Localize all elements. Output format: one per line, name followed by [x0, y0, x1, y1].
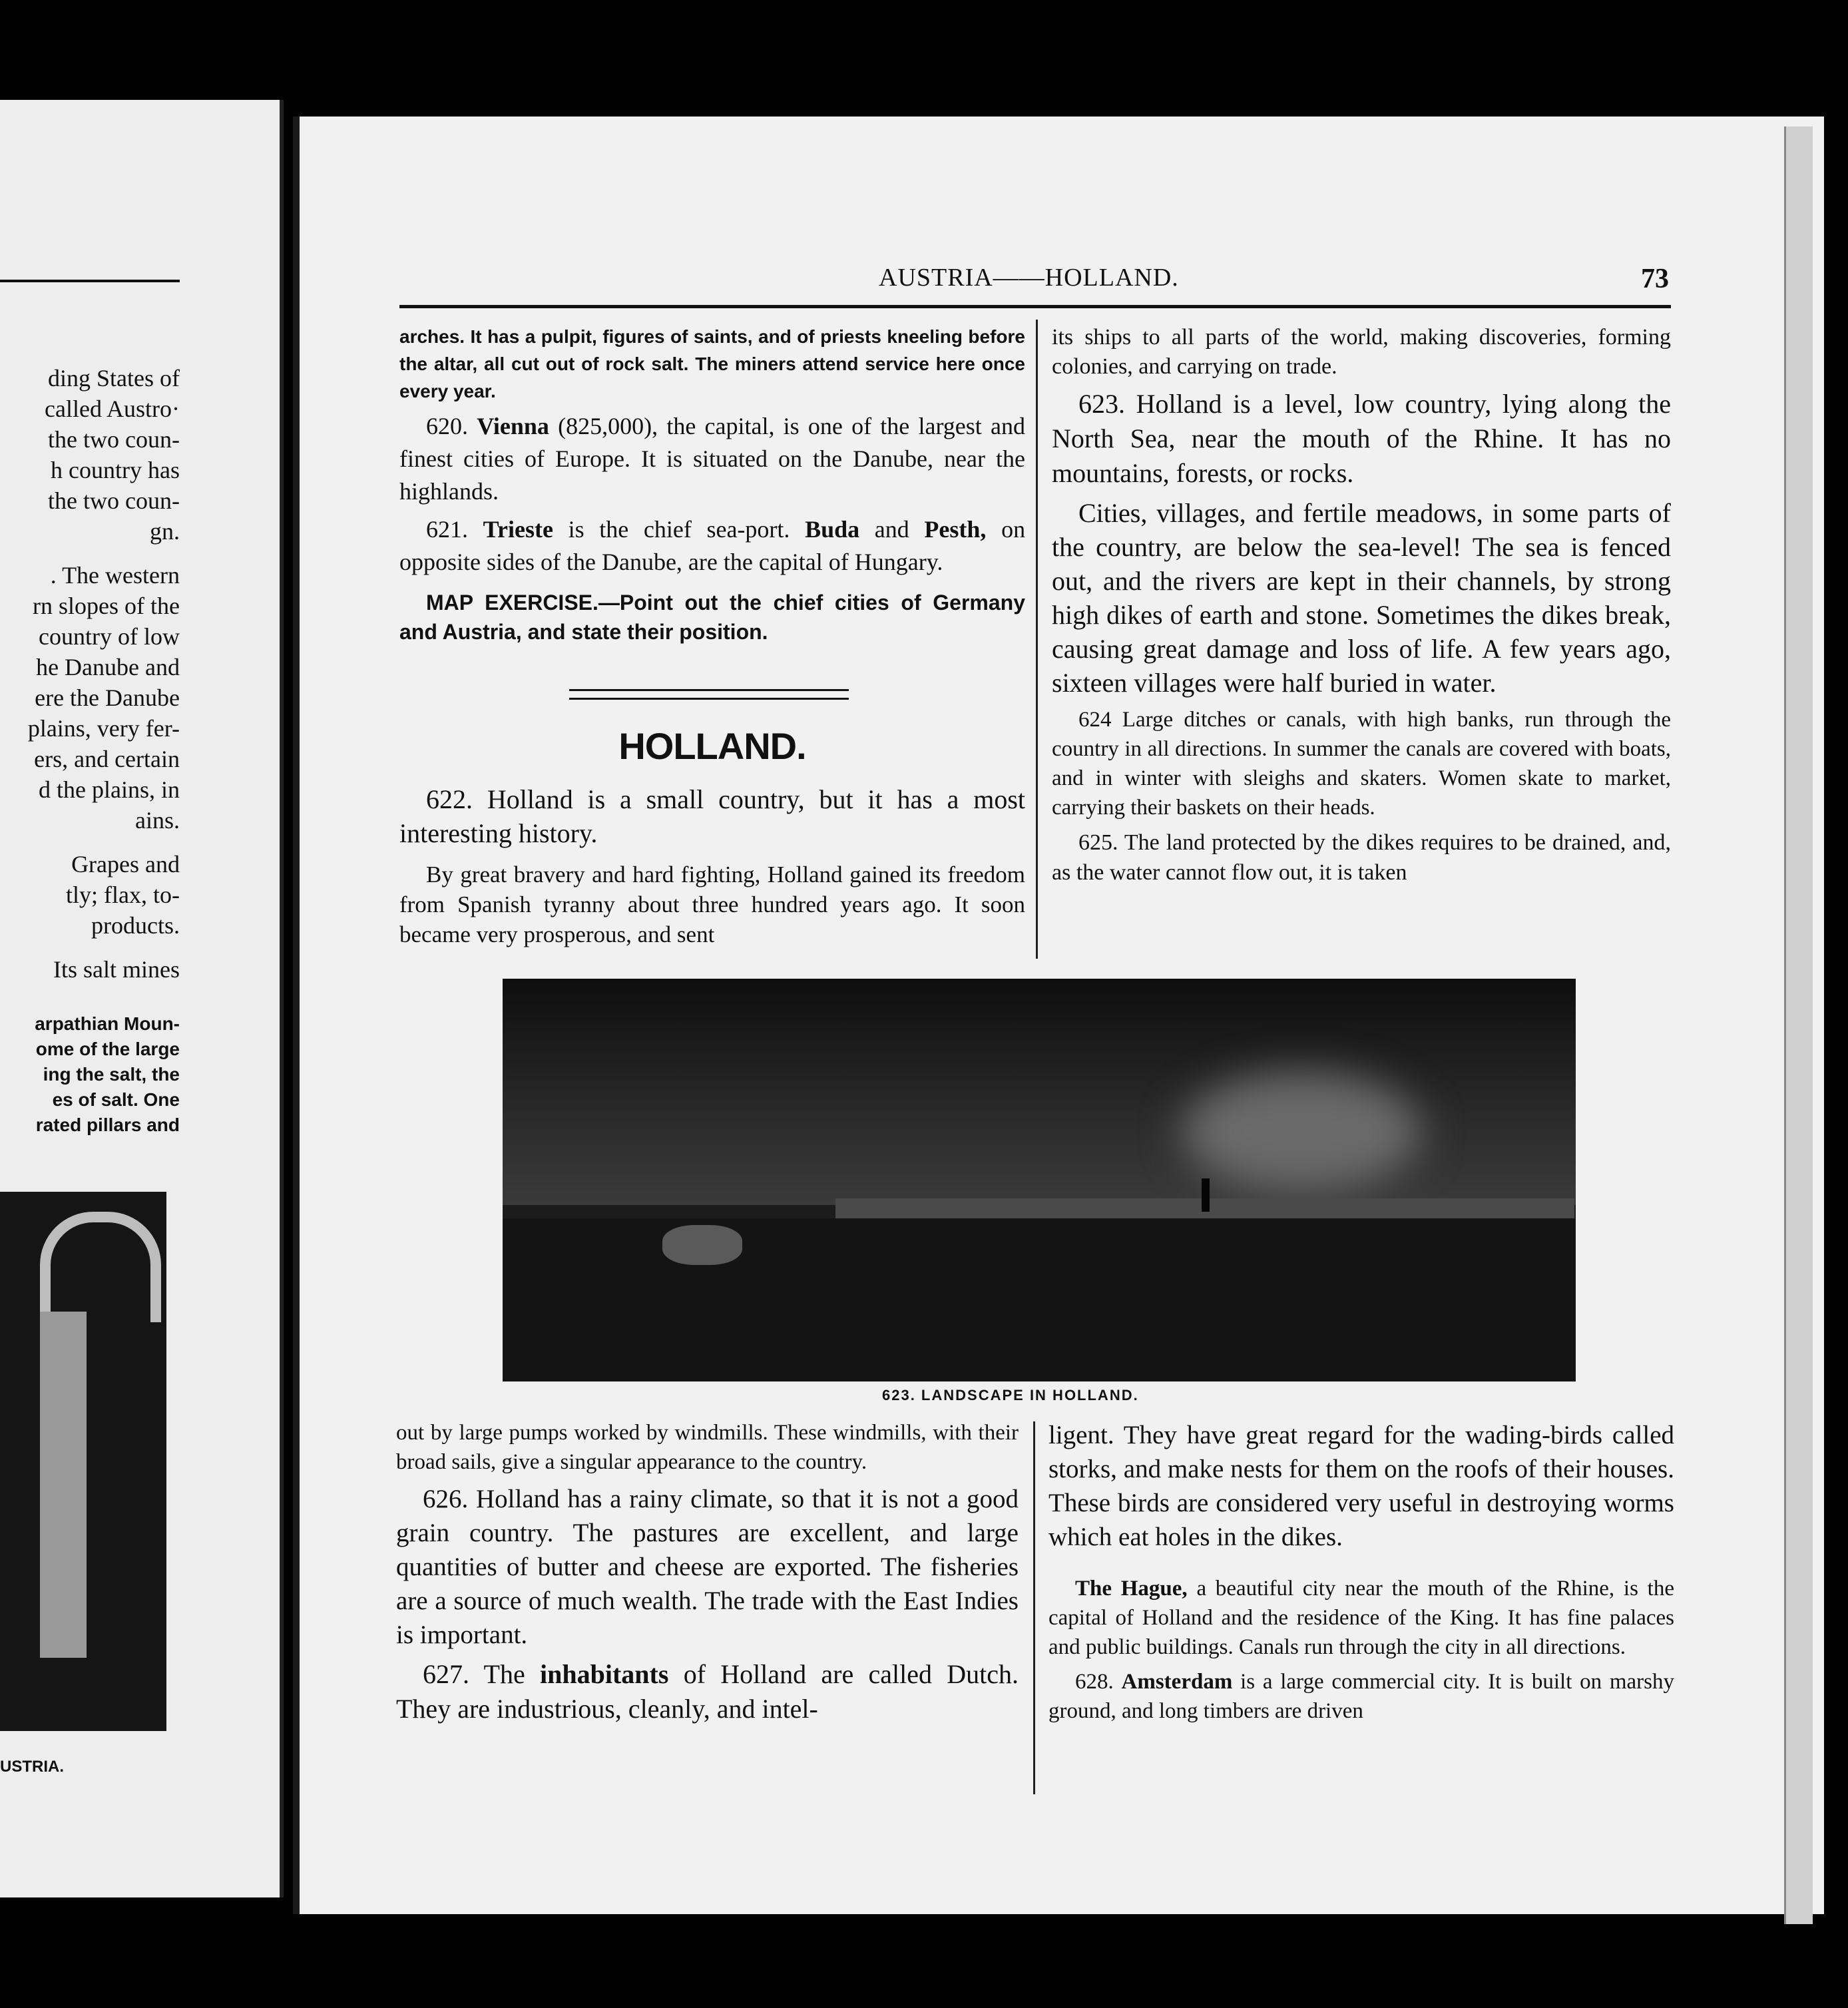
paragraph-626: 626. Holland has a rainy climate, so that it is not a good grain country. The pastures are excellent, and large quantities of butter and cheese are exported. The fisheries are a source of much wealth. The trade with the East Indies is important. — [396, 1485, 1019, 1649]
term-inhabitants: inhabitants — [540, 1659, 669, 1689]
engraving-cattle — [662, 1225, 742, 1265]
left-line: ere the Danube — [35, 684, 180, 711]
column-divider — [1033, 1421, 1035, 1794]
paragraph: arches. It has a pulpit, figures of saints, and of priests kneeling before the altar, all cut out of rock salt. The miners attend service here once every year. — [399, 326, 1025, 401]
left-line: ome of the large — [35, 1039, 180, 1059]
term-pesth: Pesth, — [924, 516, 987, 543]
para-number: 620. — [426, 413, 468, 439]
paragraph-623: 623. Holland is a level, low country, lying along the North Sea, near the mouth of the Rhine. It has no mountains, forests, or rocks. — [1052, 389, 1671, 488]
left-line: called Austro· — [45, 395, 180, 422]
para-text: and — [874, 516, 909, 543]
left-line: he Danube and — [36, 654, 180, 680]
para-number: 628. — [1075, 1670, 1114, 1694]
para-number: 621. — [426, 516, 468, 543]
left-line: arpathian Moun- — [35, 1013, 180, 1034]
column-2-top — [1052, 323, 1671, 893]
left-page-illustration — [0, 1192, 166, 1731]
engraving-sky — [503, 979, 1576, 1205]
section-title: HOLLAND. — [618, 725, 806, 767]
left-line: plains, very fer- — [27, 715, 180, 742]
paragraph: Cities, villages, and fertile meadows, in some parts of the country, are below the sea-level! The sea is fenced out, and the rivers are kept in their channels, by strong high dikes of earth and stone. Sometimes the dikes break, causing great damage and loss of life. A few years ago, sixteen villages were half buried in water. — [1052, 498, 1671, 698]
left-line: Its salt mines — [53, 956, 180, 983]
para-text: on opposite sides of the Danube, are the capital of Hungary. — [399, 516, 1026, 575]
paragraph-628 — [1048, 1667, 1674, 1726]
section-divider — [569, 689, 849, 700]
pillar-shape — [40, 1312, 87, 1658]
left-line: rn slopes of the — [33, 593, 180, 619]
header-rule — [399, 305, 1671, 308]
paragraph-621 — [399, 513, 1025, 579]
left-line: es of salt. One — [52, 1089, 180, 1110]
arch-shape — [40, 1212, 161, 1322]
term-the-hague: The Hague, — [1075, 1577, 1188, 1601]
left-line: country of low — [39, 623, 180, 650]
paragraph: out by large pumps worked by windmills. These windmills, with their broad sails, give a singular appearance to the country. — [396, 1421, 1019, 1474]
column-divider — [1036, 320, 1038, 959]
left-line: rated pillars and — [35, 1115, 180, 1135]
paragraph-hague — [1048, 1574, 1674, 1662]
para-text: a beautiful city near the mouth of the Rhine, is the capital of Holland and the residence of the King. It has fine palaces and public buildings. Canals run through the city in all directions. — [1048, 1577, 1674, 1659]
para-text: (825,000), the capital, is one of the largest and finest cities of Europe. It is situated on the Danube, near the highlands. — [399, 413, 1025, 505]
landscape-engraving — [503, 979, 1576, 1381]
left-line: ers, and certain — [34, 746, 180, 772]
paragraph-624: 624 Large ditches or canals, with high banks, run through the country in all directions. In summer the canals are covered with boats, and in winter with sleighs and skaters. Women skate to market, carrying their baskets on their heads. — [1052, 708, 1671, 820]
paragraph-622: 622. Holland is a small country, but it has a most interesting history. — [399, 784, 1025, 848]
paragraph: ligent. They have great regard for the wading-birds called storks, and make nests for them on the roofs of their houses. These birds are considered very useful in destroying worms which eat holes in the dikes. — [1048, 1421, 1674, 1551]
paragraph-627 — [396, 1657, 1019, 1726]
para-text: of Holland are called Dutch. They are industrious, cleanly, and intel- — [396, 1659, 1019, 1724]
term-trieste: Trieste — [483, 516, 553, 543]
left-line: the two coun- — [48, 487, 180, 514]
left-line: tly; flax, to- — [66, 881, 180, 908]
term-vienna: Vienna — [477, 413, 549, 439]
left-line: ing the salt, the — [43, 1064, 180, 1085]
left-line: products. — [91, 912, 180, 939]
engraving-windmill — [1202, 1178, 1210, 1212]
para-text: 627. The — [423, 1659, 525, 1689]
page-number: 73 — [1641, 264, 1669, 294]
running-title: AUSTRIA——HOLLAND. — [879, 264, 1179, 292]
term-buda: Buda — [805, 516, 860, 543]
term-amsterdam: Amsterdam — [1121, 1670, 1233, 1694]
left-line: h country has — [51, 457, 180, 483]
paragraph-625: 625. The land protected by the dikes requires to be drained, and, as the water cannot flow out, it is taken — [1052, 830, 1671, 885]
paragraph: By great bravery and hard fighting, Holland gained its freedom from Spanish tyranny about three hundred years ago. It soon became very prosperous, and sent — [399, 862, 1025, 947]
column-3 — [396, 1418, 1019, 1732]
map-exercise: MAP EXERCISE.—Point out the chief cities of Germany and Austria, and state their position. — [399, 591, 1025, 644]
figure-caption: 623. LANDSCAPE IN HOLLAND. — [882, 1387, 1139, 1403]
para-text: is the chief sea-port. — [568, 516, 790, 543]
column-1-top — [399, 323, 1025, 652]
left-line: gn. — [150, 518, 180, 545]
left-line: Grapes and — [71, 851, 180, 878]
left-figure-caption: USTRIA. — [0, 1758, 64, 1776]
engraving-light — [1182, 1072, 1421, 1192]
para-text: is a large commercial city. It is built on marshy ground, and long timbers are driven — [1048, 1670, 1675, 1723]
left-line: the two coun- — [48, 426, 180, 453]
paragraph: its ships to all parts of the world, making discoveries, forming colonies, and carrying on trade. — [1052, 325, 1671, 379]
left-line: ains. — [135, 807, 180, 834]
column-1-holland — [399, 782, 1025, 955]
left-page-rule — [0, 280, 180, 282]
page-edge — [1784, 126, 1813, 1924]
left-page-text — [0, 363, 180, 1138]
left-line: . The western — [50, 562, 180, 589]
paragraph-620 — [399, 410, 1025, 508]
column-4 — [1048, 1418, 1674, 1731]
left-line: ding States of — [48, 365, 180, 391]
left-line: d the plains, in — [39, 776, 180, 803]
